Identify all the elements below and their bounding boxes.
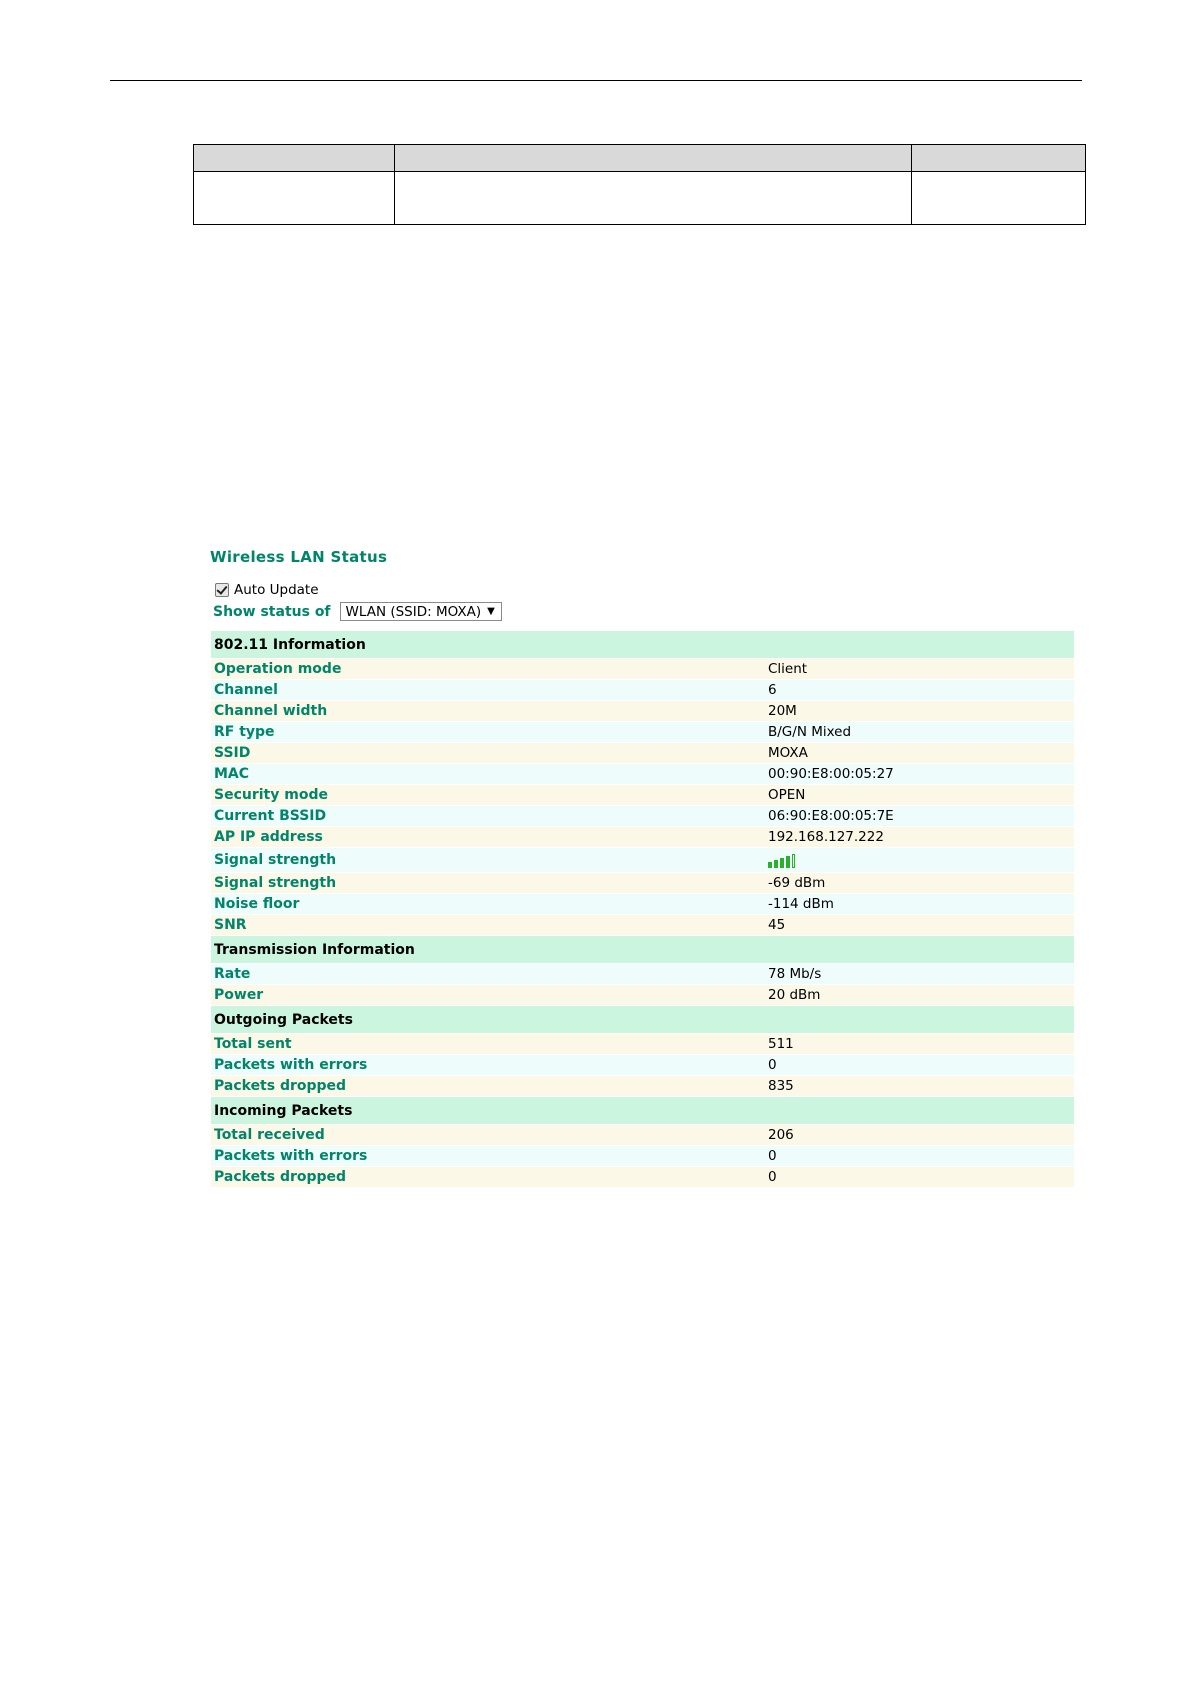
- row-value: 0: [768, 1057, 777, 1073]
- page-header-rule: [110, 80, 1082, 81]
- signal-bar: [774, 860, 778, 868]
- signal-strength-icon: [768, 853, 795, 868]
- auto-update-control[interactable]: [215, 582, 319, 598]
- row-label: SSID: [214, 745, 251, 761]
- row-value: 206: [768, 1127, 794, 1143]
- row-value: 78 Mb/s: [768, 966, 822, 982]
- table-row: [211, 785, 1074, 805]
- table-row: [211, 848, 1074, 872]
- show-status-row: [213, 602, 502, 621]
- table-row: [211, 827, 1074, 847]
- table-row: [211, 894, 1074, 914]
- row-label: Power: [214, 987, 264, 1003]
- row-value: 06:90:E8:00:05:7E: [768, 808, 894, 824]
- row-label: AP IP address: [214, 829, 323, 845]
- table-row: [211, 1146, 1074, 1166]
- row-value: -114 dBm: [768, 896, 834, 912]
- table-row: [211, 985, 1074, 1005]
- table-row: [211, 680, 1074, 700]
- table-row: [211, 1034, 1074, 1054]
- table-row: [211, 1125, 1074, 1145]
- table-row: [211, 1076, 1074, 1096]
- document-table: [193, 144, 1086, 225]
- row-label: Rate: [214, 966, 251, 982]
- row-value: MOXA: [768, 745, 808, 761]
- table-row: [211, 722, 1074, 742]
- row-label: Operation mode: [214, 661, 342, 677]
- chevron-down-icon: ▼: [487, 606, 495, 617]
- status-table: [211, 631, 1074, 1188]
- document-table-cell: [395, 172, 912, 225]
- document-table-cell: [912, 172, 1086, 225]
- row-label: Noise floor: [214, 896, 300, 912]
- section-header-incoming: Incoming Packets: [211, 1097, 1074, 1124]
- row-value: -69 dBm: [768, 875, 826, 891]
- row-value: Client: [768, 661, 808, 677]
- row-value: 192.168.127.222: [768, 829, 884, 845]
- row-value: 20 dBm: [768, 987, 821, 1003]
- row-label: Signal strength: [214, 875, 337, 891]
- row-value: 835: [768, 1078, 794, 1094]
- table-row: [211, 1167, 1074, 1187]
- row-label: Packets with errors: [214, 1057, 368, 1073]
- table-row: [211, 873, 1074, 893]
- row-label: Packets with errors: [214, 1148, 368, 1164]
- document-table-row: [194, 172, 1086, 225]
- document-table-header-cell: [194, 145, 395, 172]
- row-label: Total received: [214, 1127, 325, 1143]
- signal-bar: [780, 858, 784, 868]
- signal-bar: [768, 862, 772, 868]
- row-value: 00:90:E8:00:05:27: [768, 766, 894, 782]
- row-value: B/G/N Mixed: [768, 724, 852, 740]
- row-label: Total sent: [214, 1036, 292, 1052]
- row-label: RF type: [214, 724, 275, 740]
- auto-update-checkbox[interactable]: [215, 583, 229, 597]
- table-row: [211, 964, 1074, 984]
- document-table-cell: [194, 172, 395, 225]
- row-value: 6: [768, 682, 777, 698]
- table-row: [211, 701, 1074, 721]
- show-status-selected-value: WLAN (SSID: MOXA): [345, 603, 482, 620]
- table-row: [211, 1055, 1074, 1075]
- table-row: [211, 806, 1074, 826]
- section-header-transmission: Transmission Information: [211, 936, 1074, 963]
- section-header-80211: 802.11 Information: [211, 631, 1074, 658]
- document-table-header-row: [194, 145, 1086, 172]
- table-row: [211, 915, 1074, 935]
- table-row: [211, 743, 1074, 763]
- document-table-header-cell: [395, 145, 912, 172]
- signal-bar: [792, 854, 795, 868]
- show-status-select[interactable]: [340, 602, 502, 621]
- row-label: Channel: [214, 682, 278, 698]
- table-row: [211, 659, 1074, 679]
- row-value: 45: [768, 917, 786, 933]
- show-status-label: Show status of: [213, 603, 331, 620]
- row-value: 511: [768, 1036, 794, 1052]
- row-label: Packets dropped: [214, 1078, 347, 1094]
- row-label: Current BSSID: [214, 808, 327, 824]
- row-label: MAC: [214, 766, 250, 782]
- auto-update-label: Auto Update: [234, 582, 319, 598]
- section-header-outgoing: Outgoing Packets: [211, 1006, 1074, 1033]
- row-value: OPEN: [768, 787, 806, 803]
- table-row: [211, 764, 1074, 784]
- page-title: Wireless LAN Status: [210, 548, 388, 566]
- row-label: Channel width: [214, 703, 328, 719]
- document-table-header-cell: [912, 145, 1086, 172]
- row-label: SNR: [214, 917, 247, 933]
- row-value: 0: [768, 1169, 777, 1185]
- row-label: Packets dropped: [214, 1169, 347, 1185]
- row-label: Security mode: [214, 787, 328, 803]
- row-value: 0: [768, 1148, 777, 1164]
- row-label: Signal strength: [214, 852, 337, 868]
- signal-bar: [786, 856, 790, 868]
- row-value: 20M: [768, 703, 797, 719]
